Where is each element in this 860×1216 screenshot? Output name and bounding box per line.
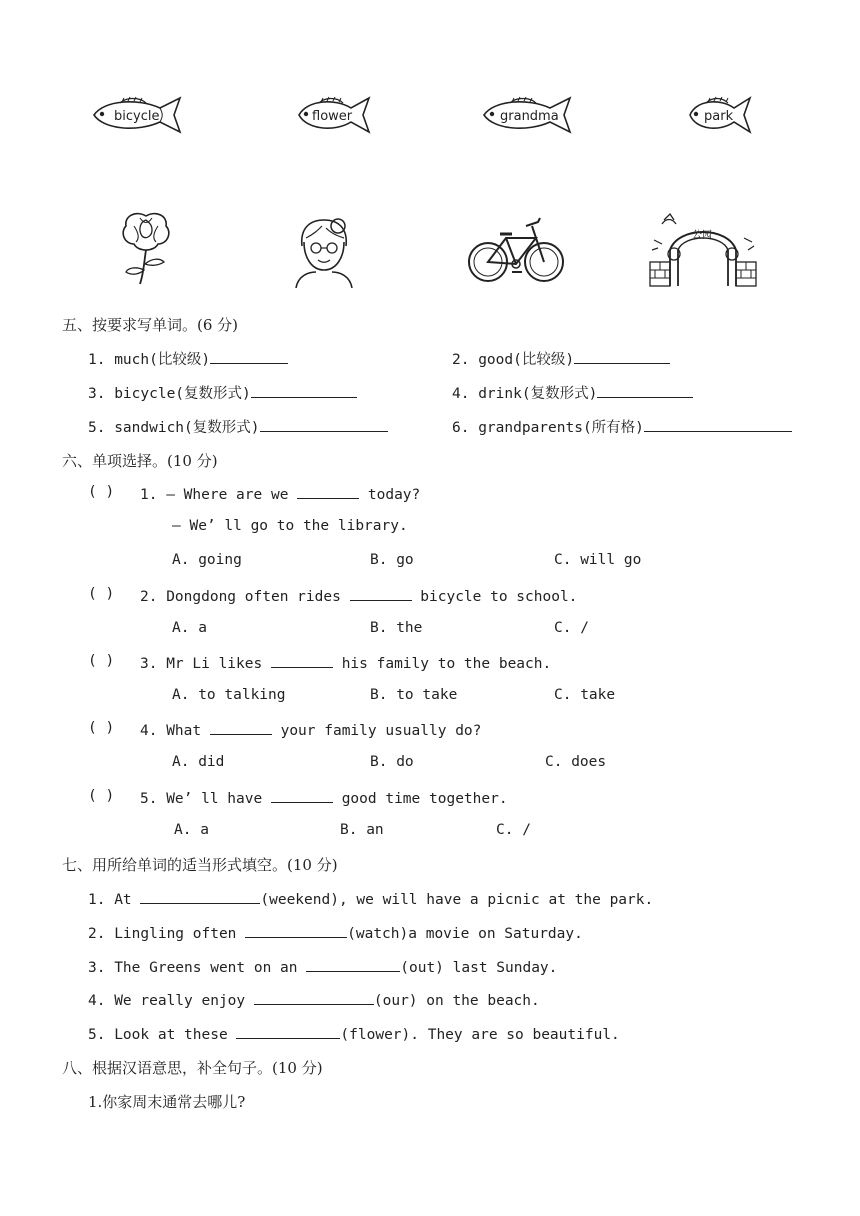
s7-item-3 [88, 957, 557, 976]
s6-q3-stem [140, 653, 551, 672]
s5-item-6-text: 6. grandparents(所有格) [452, 420, 644, 436]
answer-blank[interactable] [260, 417, 388, 432]
question-number: 2. [140, 589, 158, 605]
fish-word: grandma [500, 109, 559, 124]
s5-item-2-text: 2. good(比较级) [452, 352, 575, 368]
question-text: Mr Li likes [166, 656, 263, 672]
grandma-icon [292, 212, 356, 292]
s6-q5-option-a[interactable]: A. a [174, 822, 209, 838]
question-text: We’ ll have [166, 791, 263, 807]
answer-blank [350, 586, 412, 601]
s6-q1-option-a[interactable]: A. going [172, 552, 242, 568]
item-text: (our) on the beach. [373, 993, 540, 1009]
s5-item-4-text: 4. drink(复数形式) [452, 386, 598, 402]
item-text: 4. We really enjoy [88, 993, 246, 1009]
s6-q2-option-c[interactable]: C. / [554, 620, 589, 636]
s6-q2-option-a[interactable]: A. a [172, 620, 207, 636]
fish-word: bicycle [114, 109, 160, 124]
s5-item-3 [88, 382, 357, 403]
s6-q4-option-a[interactable]: A. did [172, 754, 225, 770]
answer-blank [271, 653, 333, 668]
s8-q1: 1.你家周末通常去哪儿? [88, 1093, 246, 1111]
s7-item-4 [88, 990, 540, 1009]
s6-q5-stem [140, 788, 508, 807]
s5-item-4 [452, 382, 693, 403]
s6-q1-option-c[interactable]: C. will go [554, 552, 642, 568]
s6-q4-option-c[interactable]: C. does [545, 754, 607, 770]
answer-blank[interactable] [254, 990, 374, 1005]
s6-q1-paren[interactable]: ( ) [88, 484, 115, 500]
s6-q5-option-b[interactable]: B. an [340, 822, 384, 838]
s6-q3-paren[interactable]: ( ) [88, 653, 115, 669]
answer-blank [297, 484, 359, 499]
section-6-title: 六、单项选择。(10 分) [62, 452, 218, 470]
answer-blank[interactable] [574, 349, 670, 364]
s6-q5-paren[interactable]: ( ) [88, 788, 115, 804]
s5-item-3-text: 3. bicycle(复数形式) [88, 386, 251, 402]
question-number: 5. [140, 791, 158, 807]
s6-q3-option-b[interactable]: B. to take [370, 687, 458, 703]
s6-q4-option-b[interactable]: B. do [370, 754, 414, 770]
question-number: 3. [140, 656, 158, 672]
flower-icon [118, 208, 174, 292]
question-text: good time together. [341, 791, 508, 807]
question-number: 1. [140, 487, 158, 503]
answer-blank[interactable] [306, 957, 400, 972]
answer-blank[interactable] [644, 417, 792, 432]
answer-blank[interactable] [236, 1024, 340, 1039]
s6-q1-option-b[interactable]: B. go [370, 552, 414, 568]
s6-q2-stem [140, 586, 577, 605]
s6-q1-stem [140, 484, 420, 503]
answer-blank[interactable] [140, 889, 260, 904]
s6-q3-option-a[interactable]: A. to talking [172, 687, 286, 703]
answer-blank[interactable] [251, 383, 357, 398]
park-gate-icon [648, 210, 758, 294]
s6-q4-paren[interactable]: ( ) [88, 720, 115, 736]
s5-item-2 [452, 348, 670, 369]
s7-item-5 [88, 1024, 620, 1043]
answer-blank[interactable] [245, 923, 347, 938]
fish-word-card-2 [295, 94, 375, 136]
s5-item-5 [88, 416, 388, 437]
s5-item-5-text: 5. sandwich(复数形式) [88, 420, 260, 436]
answer-blank[interactable] [597, 383, 693, 398]
park-sign-label: 公园 [692, 230, 712, 241]
s6-q4-stem [140, 720, 481, 739]
item-text: (flower). They are so beautiful. [340, 1027, 620, 1043]
question-text: — Where are we [166, 487, 289, 503]
s6-q1-line2: — We’ ll go to the library. [172, 518, 408, 534]
item-text: (weekend), we will have a picnic at the park. [260, 892, 654, 908]
answer-blank [271, 788, 333, 803]
fish-word-card-1 [90, 94, 186, 136]
s5-item-6 [452, 416, 792, 437]
item-text: (out) last Sunday. [400, 960, 558, 976]
s6-q5-option-c[interactable]: C. / [496, 822, 531, 838]
fish-word-card-4 [686, 94, 756, 136]
question-text: What [166, 723, 202, 739]
s5-item-1-text: 1. much(比较级) [88, 352, 211, 368]
s7-item-2 [88, 923, 583, 942]
s6-q2-option-b[interactable]: B. the [370, 620, 423, 636]
question-text: today? [367, 487, 421, 503]
answer-blank [210, 720, 272, 735]
question-text: your family usually do? [280, 723, 482, 739]
fish-word: park [704, 109, 734, 124]
fish-word: flower [312, 109, 353, 124]
item-text: 1. At [88, 892, 132, 908]
section-8-title: 八、根据汉语意思，补全句子。(10 分) [62, 1059, 323, 1077]
item-text: 5. Look at these [88, 1027, 228, 1043]
bicycle-icon [466, 204, 566, 292]
item-text: (watch)a movie on Saturday. [347, 926, 583, 942]
question-number: 4. [140, 723, 158, 739]
s6-q3-option-c[interactable]: C. take [554, 687, 616, 703]
s6-q2-paren[interactable]: ( ) [88, 586, 115, 602]
question-text: bicycle to school. [420, 589, 578, 605]
answer-blank[interactable] [210, 349, 288, 364]
question-text: Dongdong often rides [166, 589, 341, 605]
s7-item-1 [88, 889, 653, 908]
fish-word-card-3 [480, 94, 576, 136]
question-text: his family to the beach. [341, 656, 552, 672]
section-7-title: 七、用所给单词的适当形式填空。(10 分) [62, 856, 338, 874]
s5-item-1 [88, 348, 288, 369]
section-5-title: 五、按要求写单词。(6 分) [62, 316, 239, 334]
item-text: 3. The Greens went on an [88, 960, 298, 976]
item-text: 2. Lingling often [88, 926, 237, 942]
